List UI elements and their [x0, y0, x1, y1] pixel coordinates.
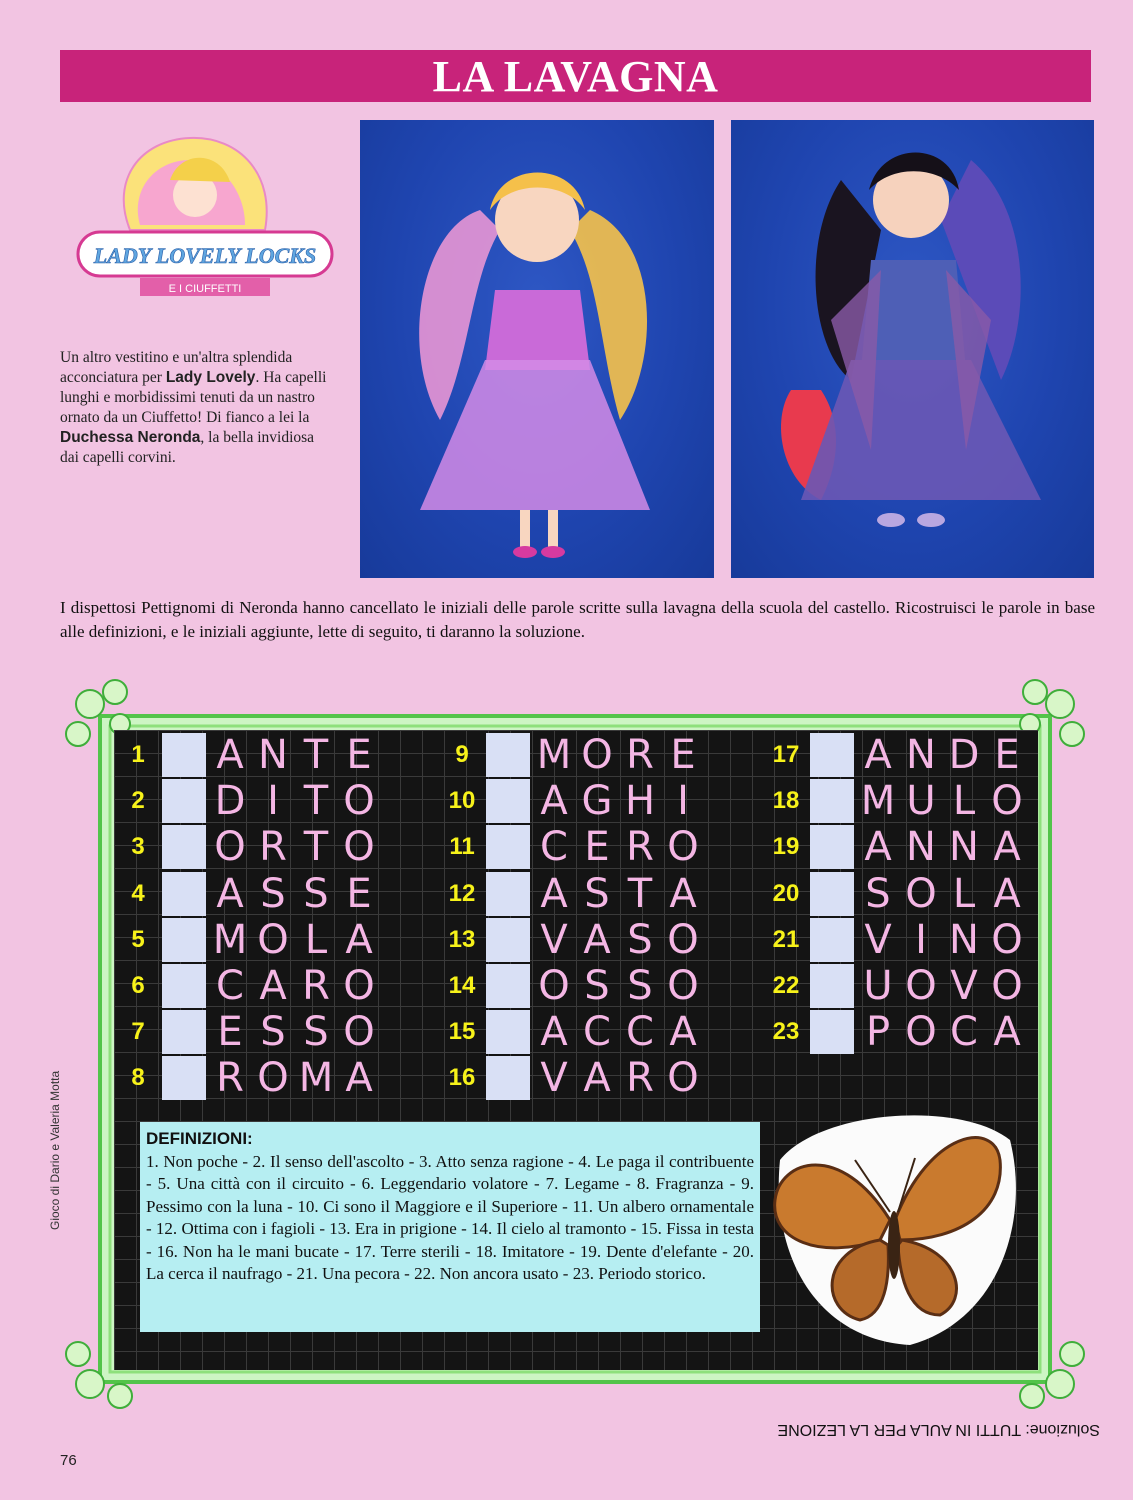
puzzle-row: [440, 1010, 706, 1054]
clue-number: 19: [772, 833, 800, 861]
word-letter: A: [345, 1055, 373, 1102]
puzzle-row: [116, 1010, 382, 1054]
definitions-heading: DEFINIZIONI:: [146, 1129, 253, 1148]
clue-number: 23: [772, 1018, 800, 1046]
clue-number: 2: [131, 787, 145, 815]
solution-text: Soluzione: TUTTI IN AULA PER LA LEZIONE: [777, 1421, 1100, 1438]
word-letters: [858, 733, 1030, 777]
word-letter: A: [216, 870, 244, 917]
puzzle-row: [440, 733, 706, 777]
word-letter: R: [216, 1055, 244, 1102]
clue-number: 6: [131, 972, 145, 999]
word-letter: N: [906, 824, 936, 871]
word-letter: O: [538, 963, 570, 1009]
word-letter: E: [670, 732, 696, 778]
word-letter: A: [864, 732, 892, 778]
puzzle-row: [764, 779, 1030, 823]
clue-number: 18: [772, 787, 800, 815]
puzzle-row: [440, 872, 706, 916]
word-letter: E: [584, 824, 610, 871]
word-letter: O: [991, 963, 1023, 1009]
definitions-text: 1. Non poche - 2. Il senso dell'ascolto - 3. Atto senza ragione - 4. Le paga il contribuente - 5. Una città con il circuito - 6. Leggendario volatore - 7. Legame - 8. Fragranza - 9. Pessimo con la luna - 10. Ci sono il Maggiore e il Superiore - 11. Un albero ornamentale - 12. Ottima con i fagioli - 13. Era in prigione - 14. Il cielo al tramonto - 15. Fissa in testa - 16. Non ha le mani bucate - 17. Terre sterili - 18. Imitatore - 19. Dente d'elefante - 20. La cerca il naufrago - 21. Una pecora - 22. Non ancora usato - 23. Periodo storico.: [146, 1151, 754, 1283]
blank-initial-cell[interactable]: [486, 733, 530, 777]
word-letters: [534, 964, 706, 1008]
word-letter: G: [581, 778, 613, 825]
word-letter: T: [627, 870, 653, 917]
word-letters: [210, 733, 382, 777]
word-letter: L: [304, 916, 328, 963]
clue-number: 17: [772, 741, 800, 768]
word-letter: C: [540, 824, 568, 871]
puzzle-row: [116, 733, 382, 777]
blank-initial-cell[interactable]: [162, 733, 206, 777]
word-letter: O: [667, 963, 699, 1009]
puzzle-row: [116, 918, 382, 962]
word-letter: T: [303, 778, 329, 825]
clue-number: 4: [131, 879, 145, 907]
puzzle-row: [116, 825, 382, 869]
word-letter: O: [343, 1009, 375, 1056]
word-letter: H: [624, 778, 656, 825]
word-letter: V: [864, 916, 892, 963]
word-letter: M: [298, 1055, 334, 1102]
doll-photo-lady-lovely: [360, 120, 714, 578]
word-letters: [210, 825, 382, 869]
clue-number: 13: [448, 925, 476, 953]
word-letter: S: [627, 963, 653, 1009]
puzzle-row: [764, 872, 1030, 916]
word-letter: A: [993, 824, 1021, 871]
puzzle-row: [764, 733, 1030, 777]
word-letter: P: [865, 1009, 891, 1056]
word-letter: V: [540, 1055, 568, 1102]
word-letter: U: [906, 778, 936, 825]
word-letter: O: [667, 916, 699, 963]
word-letter: A: [583, 1055, 611, 1102]
word-letters: [534, 1056, 706, 1100]
word-letters: [534, 1010, 706, 1054]
word-letters: [858, 779, 1030, 823]
word-letter: M: [536, 732, 572, 778]
word-letter: E: [346, 870, 372, 917]
word-letters: [534, 825, 706, 869]
word-letter: S: [260, 1009, 286, 1056]
blank-initial-cell[interactable]: [162, 1056, 206, 1100]
word-letter: I: [267, 778, 279, 825]
blank-initial-cell[interactable]: [486, 918, 530, 962]
puzzle-row: [440, 1056, 706, 1100]
word-letters: [534, 918, 706, 962]
word-letter: S: [303, 870, 329, 917]
word-letter: A: [259, 963, 287, 1009]
clue-number: 22: [772, 972, 800, 999]
word-letter: A: [540, 1009, 568, 1056]
blank-initial-cell[interactable]: [810, 918, 854, 962]
intro-text: Un altro vestitino e un'altra splendida acconciatura per Lady Lovely. Ha capelli lunghi e morbidissimi tenuti da un nastro ornato da un Ciuffetto! Di fianco a lei la Duchessa Neronda, la bella invidiosa dai capelli corvini.: [60, 349, 327, 466]
puzzle-row: [764, 825, 1030, 869]
word-letter: A: [345, 916, 373, 963]
word-letter: N: [258, 732, 288, 778]
word-letter: S: [584, 963, 610, 1009]
word-letters: [534, 733, 706, 777]
word-letter: A: [669, 870, 697, 917]
word-letter: C: [216, 963, 244, 1009]
word-letter: C: [950, 1009, 978, 1056]
word-letter: O: [214, 824, 246, 871]
blank-initial-cell[interactable]: [486, 872, 530, 916]
word-letter: O: [905, 1009, 937, 1056]
word-letters: [858, 918, 1030, 962]
page-number: 76: [60, 1452, 77, 1469]
puzzle-row: [116, 779, 382, 823]
blank-initial-cell[interactable]: [486, 1010, 530, 1054]
blank-initial-cell[interactable]: [486, 825, 530, 869]
word-letters: [210, 918, 382, 962]
clue-number: 16: [448, 1064, 476, 1092]
logo-text: LADY LOVELY LOCKS: [93, 243, 317, 268]
blank-initial-cell[interactable]: [486, 964, 530, 1008]
word-letter: V: [950, 963, 978, 1009]
blank-initial-cell[interactable]: [162, 964, 206, 1008]
word-letter: U: [863, 963, 893, 1009]
blank-initial-cell[interactable]: [810, 733, 854, 777]
word-letter: M: [212, 916, 248, 963]
puzzle-row: [764, 918, 1030, 962]
word-letter: L: [952, 778, 976, 825]
clue-number: 14: [448, 972, 476, 999]
word-letters: [210, 1010, 382, 1054]
game-credit: Gioco di Dario e Valeria Motta: [48, 1070, 62, 1230]
puzzle-row: [764, 1010, 1030, 1054]
word-letter: A: [864, 824, 892, 871]
puzzle-row: [440, 964, 706, 1008]
clue-number: 1: [131, 741, 145, 768]
word-letter: A: [669, 1009, 697, 1056]
word-letter: O: [343, 778, 375, 825]
word-letter: S: [865, 870, 891, 917]
clue-number: 9: [455, 741, 469, 768]
word-letter: R: [626, 1055, 654, 1102]
word-letter: S: [584, 870, 610, 917]
puzzle-row: [440, 825, 706, 869]
word-letter: N: [949, 824, 979, 871]
word-letter: M: [860, 778, 896, 825]
word-letter: A: [540, 870, 568, 917]
instructions-text: I dispettosi Pettignomi di Neronda hanno cancellato le iniziali delle parole scritte sulla lavagna della scuola del castello. Ricostruisci le parole in base alle definizioni, e le iniziali aggiunte, lette di seguito, ti daranno la soluzione.: [60, 598, 1095, 641]
word-letters: [858, 872, 1030, 916]
word-letter: O: [991, 916, 1023, 963]
word-letter: N: [906, 732, 936, 778]
clue-number: 3: [131, 833, 145, 861]
word-letter: A: [216, 732, 244, 778]
word-letter: O: [257, 1055, 289, 1102]
blank-initial-cell[interactable]: [810, 872, 854, 916]
brand-logo: [70, 120, 340, 310]
word-letter: O: [905, 870, 937, 917]
word-letter: I: [677, 778, 689, 825]
clue-number: 20: [772, 879, 800, 907]
blank-initial-cell[interactable]: [162, 1010, 206, 1054]
blank-initial-cell[interactable]: [810, 825, 854, 869]
butterfly-image: [760, 1100, 1030, 1350]
word-letter: S: [627, 916, 653, 963]
word-letter: S: [260, 870, 286, 917]
word-letters: [858, 964, 1030, 1008]
word-letters: [858, 825, 1030, 869]
word-letter: D: [214, 778, 246, 825]
word-letters: [210, 872, 382, 916]
word-letter: R: [626, 732, 654, 778]
blank-initial-cell[interactable]: [486, 779, 530, 823]
blank-initial-cell[interactable]: [810, 1010, 854, 1054]
puzzle-row: [116, 964, 382, 1008]
word-letter: S: [303, 1009, 329, 1056]
blank-initial-cell[interactable]: [486, 1056, 530, 1100]
word-letter: C: [626, 1009, 654, 1056]
word-letters: [534, 779, 706, 823]
clue-number: 10: [448, 787, 476, 815]
word-letter: O: [343, 824, 375, 871]
page-title: LA LAVAGNA: [60, 50, 1091, 102]
blank-initial-cell[interactable]: [810, 779, 854, 823]
blank-initial-cell[interactable]: [162, 872, 206, 916]
clue-number: 12: [448, 879, 476, 907]
puzzle-row: [116, 872, 382, 916]
puzzle-row: [116, 1056, 382, 1100]
word-letter: O: [667, 824, 699, 871]
word-letter: A: [540, 778, 568, 825]
word-letter: V: [540, 916, 568, 963]
word-letters: [210, 964, 382, 1008]
definitions-box: [140, 1122, 760, 1332]
puzzle-row: [764, 964, 1030, 1008]
word-letter: A: [993, 870, 1021, 917]
word-letters: [534, 872, 706, 916]
clue-number: 15: [448, 1018, 476, 1046]
puzzle-row: [440, 918, 706, 962]
word-letter: E: [994, 732, 1020, 778]
doll-photo-duchessa-neronda: [731, 120, 1094, 578]
word-letter: O: [667, 1055, 699, 1102]
word-letter: O: [257, 916, 289, 963]
clue-number: 11: [449, 833, 475, 861]
logo-subtext: E I CIUFFETTI: [168, 283, 242, 295]
word-letter: T: [303, 732, 329, 778]
word-letter: C: [583, 1009, 611, 1056]
blank-initial-cell[interactable]: [162, 779, 206, 823]
word-letter: R: [626, 824, 654, 871]
word-letters: [210, 1056, 382, 1100]
word-letters: [858, 1010, 1030, 1054]
word-letter: R: [302, 963, 330, 1009]
word-letters: [210, 779, 382, 823]
puzzle-row: [440, 779, 706, 823]
word-letter: I: [915, 916, 927, 963]
word-letter: T: [303, 824, 329, 871]
clue-number: 5: [131, 925, 145, 953]
blank-initial-cell[interactable]: [162, 918, 206, 962]
clue-number: 7: [131, 1018, 145, 1046]
word-letter: N: [949, 916, 979, 963]
word-letter: R: [259, 824, 287, 871]
word-letter: L: [952, 870, 976, 917]
blank-initial-cell[interactable]: [810, 964, 854, 1008]
word-letter: A: [583, 916, 611, 963]
word-letter: O: [905, 963, 937, 1009]
clue-number: 8: [131, 1064, 145, 1092]
word-letter: O: [581, 732, 613, 778]
word-letter: D: [948, 732, 980, 778]
word-letter: A: [993, 1009, 1021, 1056]
clue-number: 21: [772, 925, 800, 953]
word-letter: E: [217, 1009, 243, 1056]
blank-initial-cell[interactable]: [162, 825, 206, 869]
word-letter: O: [343, 963, 375, 1009]
word-letter: O: [991, 778, 1023, 825]
word-letter: E: [346, 732, 372, 778]
